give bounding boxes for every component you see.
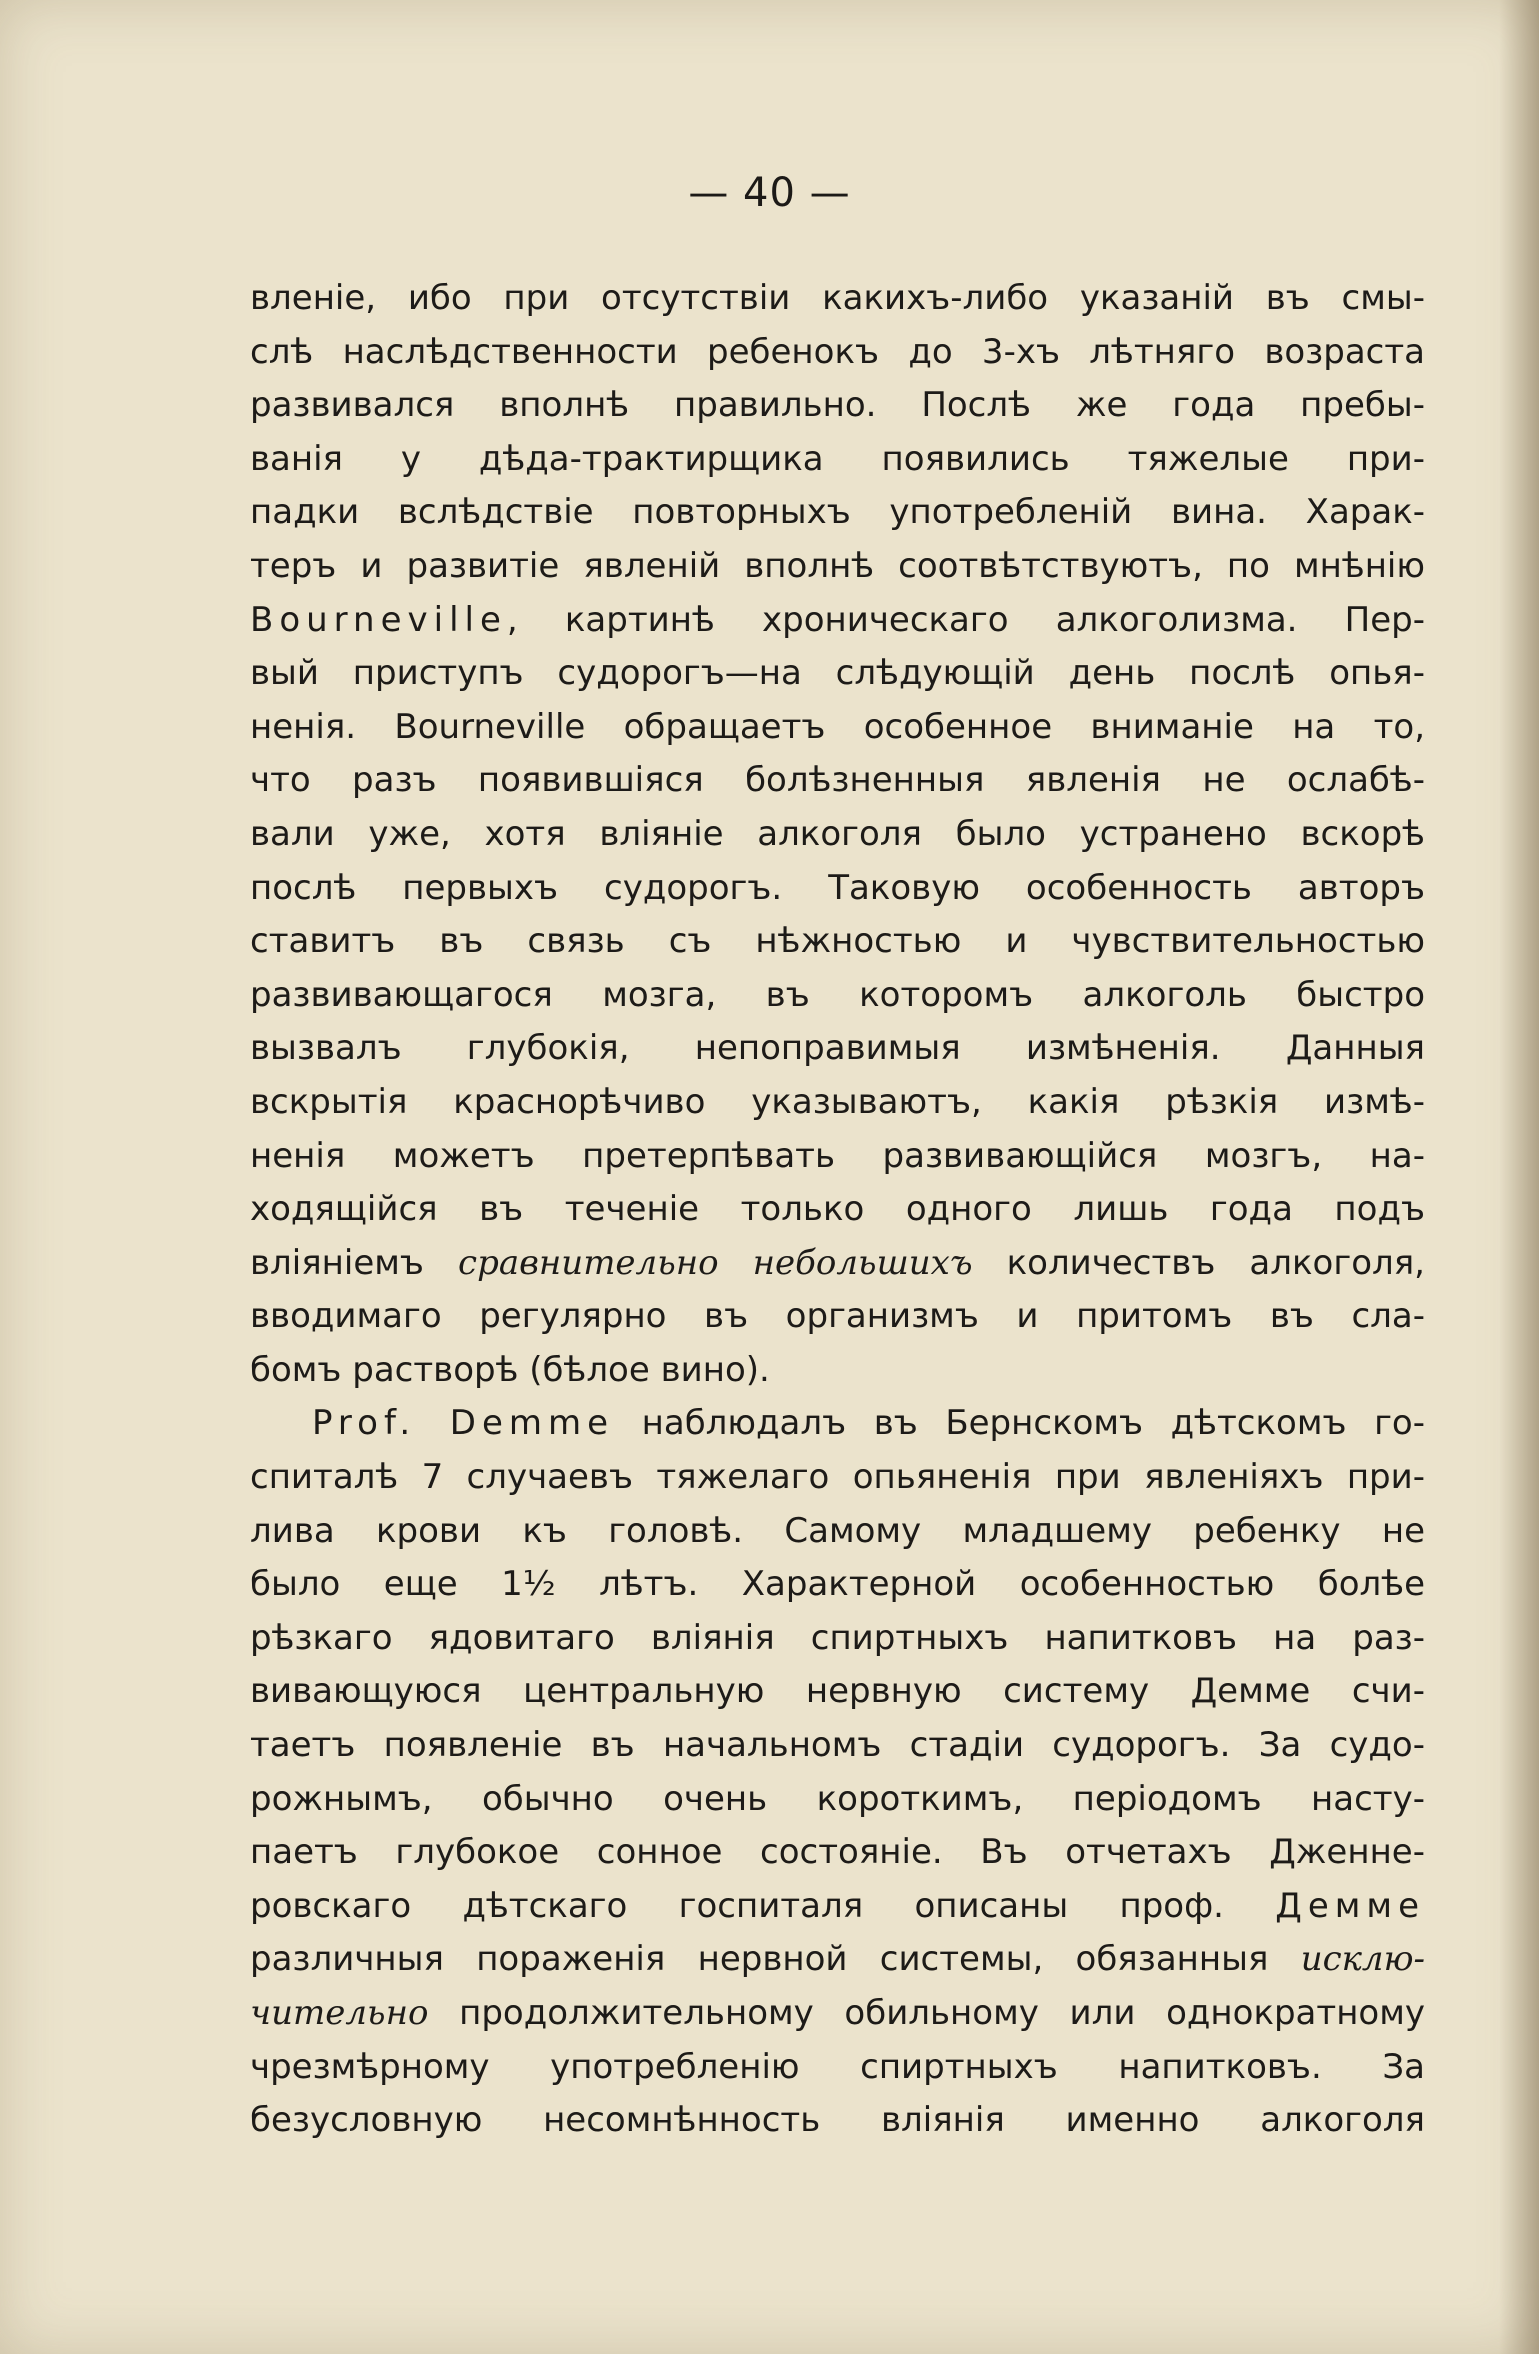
- text-run: наблюдалъ въ Бернскомъ дѣтскомъ го-: [614, 1403, 1425, 1444]
- text-line: спиталѣ 7 случаевъ тяжелаго опьяненія при явленіяхъ при-: [250, 1457, 1425, 1498]
- text-line: чрезмѣрному употребленію спиртныхъ напитковъ. За: [250, 2046, 1425, 2087]
- text-line: [250, 1880, 1425, 1934]
- italic-emphasis: сравнительно небольшихъ: [458, 1242, 973, 1283]
- text-run: количествъ алкоголя,: [972, 1242, 1425, 1283]
- text-line: было еще 1½ лѣтъ. Характерной особенностью болѣе: [250, 1564, 1425, 1605]
- text-line: [250, 1933, 1425, 1987]
- text-line: [250, 1237, 1425, 1291]
- italic-emphasis: исклю-: [1300, 1939, 1425, 1980]
- text-run: различныя пораженія нервной системы, обязанныя: [250, 1939, 1301, 1980]
- text-line: вый приступъ судорогъ—на слѣдующій день послѣ опья-: [250, 653, 1425, 694]
- text-line: ненія. Bourneville обращаетъ особенное вниманіе на то,: [250, 706, 1425, 747]
- text-line: ванія у дѣда-трактирщика появились тяжелые при-: [250, 438, 1425, 479]
- text-line: вивающуюся центральную нервную систему Демме счи-: [250, 1671, 1425, 1712]
- text-line: бомъ растворѣ (бѣлое вино).: [250, 1349, 770, 1390]
- text-line: [250, 594, 1425, 648]
- text-line: послѣ первыхъ судорогъ. Таковую особенность авторъ: [250, 867, 1425, 908]
- text-line: развивающагося мозга, въ которомъ алкоголь быстро: [250, 974, 1425, 1015]
- text-line: рожнымъ, обычно очень короткимъ, періодомъ насту-: [250, 1778, 1425, 1819]
- text-run: вліяніемъ: [250, 1242, 459, 1283]
- spaced-name: Prof. Demme: [312, 1403, 615, 1444]
- spaced-name: Bourneville: [250, 599, 507, 640]
- text-run: , картинѣ хроническаго алкоголизма. Пер-: [506, 599, 1425, 640]
- text-line: вводимаго регулярно въ организмъ и притомъ въ сла-: [250, 1296, 1425, 1337]
- body-text: [250, 272, 1425, 2148]
- text-run: продолжительному обильному или однократному: [428, 1993, 1425, 2033]
- text-line: рѣзкаго ядовитаго вліянія спиртныхъ напитковъ на раз-: [250, 1617, 1425, 1658]
- italic-emphasis: чительно: [250, 1993, 429, 2033]
- spaced-name: Демме: [1275, 1885, 1425, 1926]
- text-line: ходящійся въ теченіе только одного лишь года подъ: [250, 1189, 1425, 1230]
- text-line: вызвалъ глубокія, непоправимыя измѣненія. Данныя: [250, 1028, 1425, 1069]
- text-line: паетъ глубокое сонное состояніе. Въ отчетахъ Дженне-: [250, 1832, 1425, 1873]
- text-line: развивался вполнѣ правильно. Послѣ же года пребы-: [250, 385, 1425, 426]
- text-line: лива крови къ головѣ. Самому младшему ребенку не: [250, 1510, 1425, 1551]
- text-line: безусловную несомнѣнность вліянія именно алкоголя: [250, 2100, 1425, 2141]
- text-line: таетъ появленіе въ начальномъ стадіи судорогъ. За судо-: [250, 1725, 1425, 1766]
- text-line: теръ и развитіе явленій вполнѣ соотвѣтствуютъ, по мнѣнію: [250, 545, 1425, 586]
- text-line: что разъ появившіяся болѣзненныя явленія не ослабѣ-: [250, 760, 1425, 801]
- text-line: ненія можетъ претерпѣвать развивающійся мозгъ, на-: [250, 1135, 1425, 1176]
- text-run: ровскаго дѣтскаго госпиталя описаны проф.: [250, 1885, 1276, 1926]
- text-line: [250, 1397, 1425, 1451]
- page-edge-shadow: [1499, 0, 1539, 2354]
- text-line: ставитъ въ связь съ нѣжностью и чувствительностью: [250, 921, 1425, 962]
- page-number: — 40 —: [688, 170, 851, 216]
- text-line: вали уже, хотя вліяніе алкоголя было устранено вскорѣ: [250, 813, 1425, 854]
- text-line: вленіе, ибо при отсутствіи какихъ-либо указаній въ смы-: [250, 278, 1425, 318]
- text-line: слѣ наслѣдственности ребенокъ до 3-хъ лѣтняго возраста: [250, 331, 1425, 372]
- text-line: вскрытія краснорѣчиво указываютъ, какія рѣзкія измѣ-: [250, 1081, 1425, 1122]
- text-line: [250, 1987, 1425, 2041]
- text-line: падки вслѣдствіе повторныхъ употребленій вина. Харак-: [250, 492, 1425, 533]
